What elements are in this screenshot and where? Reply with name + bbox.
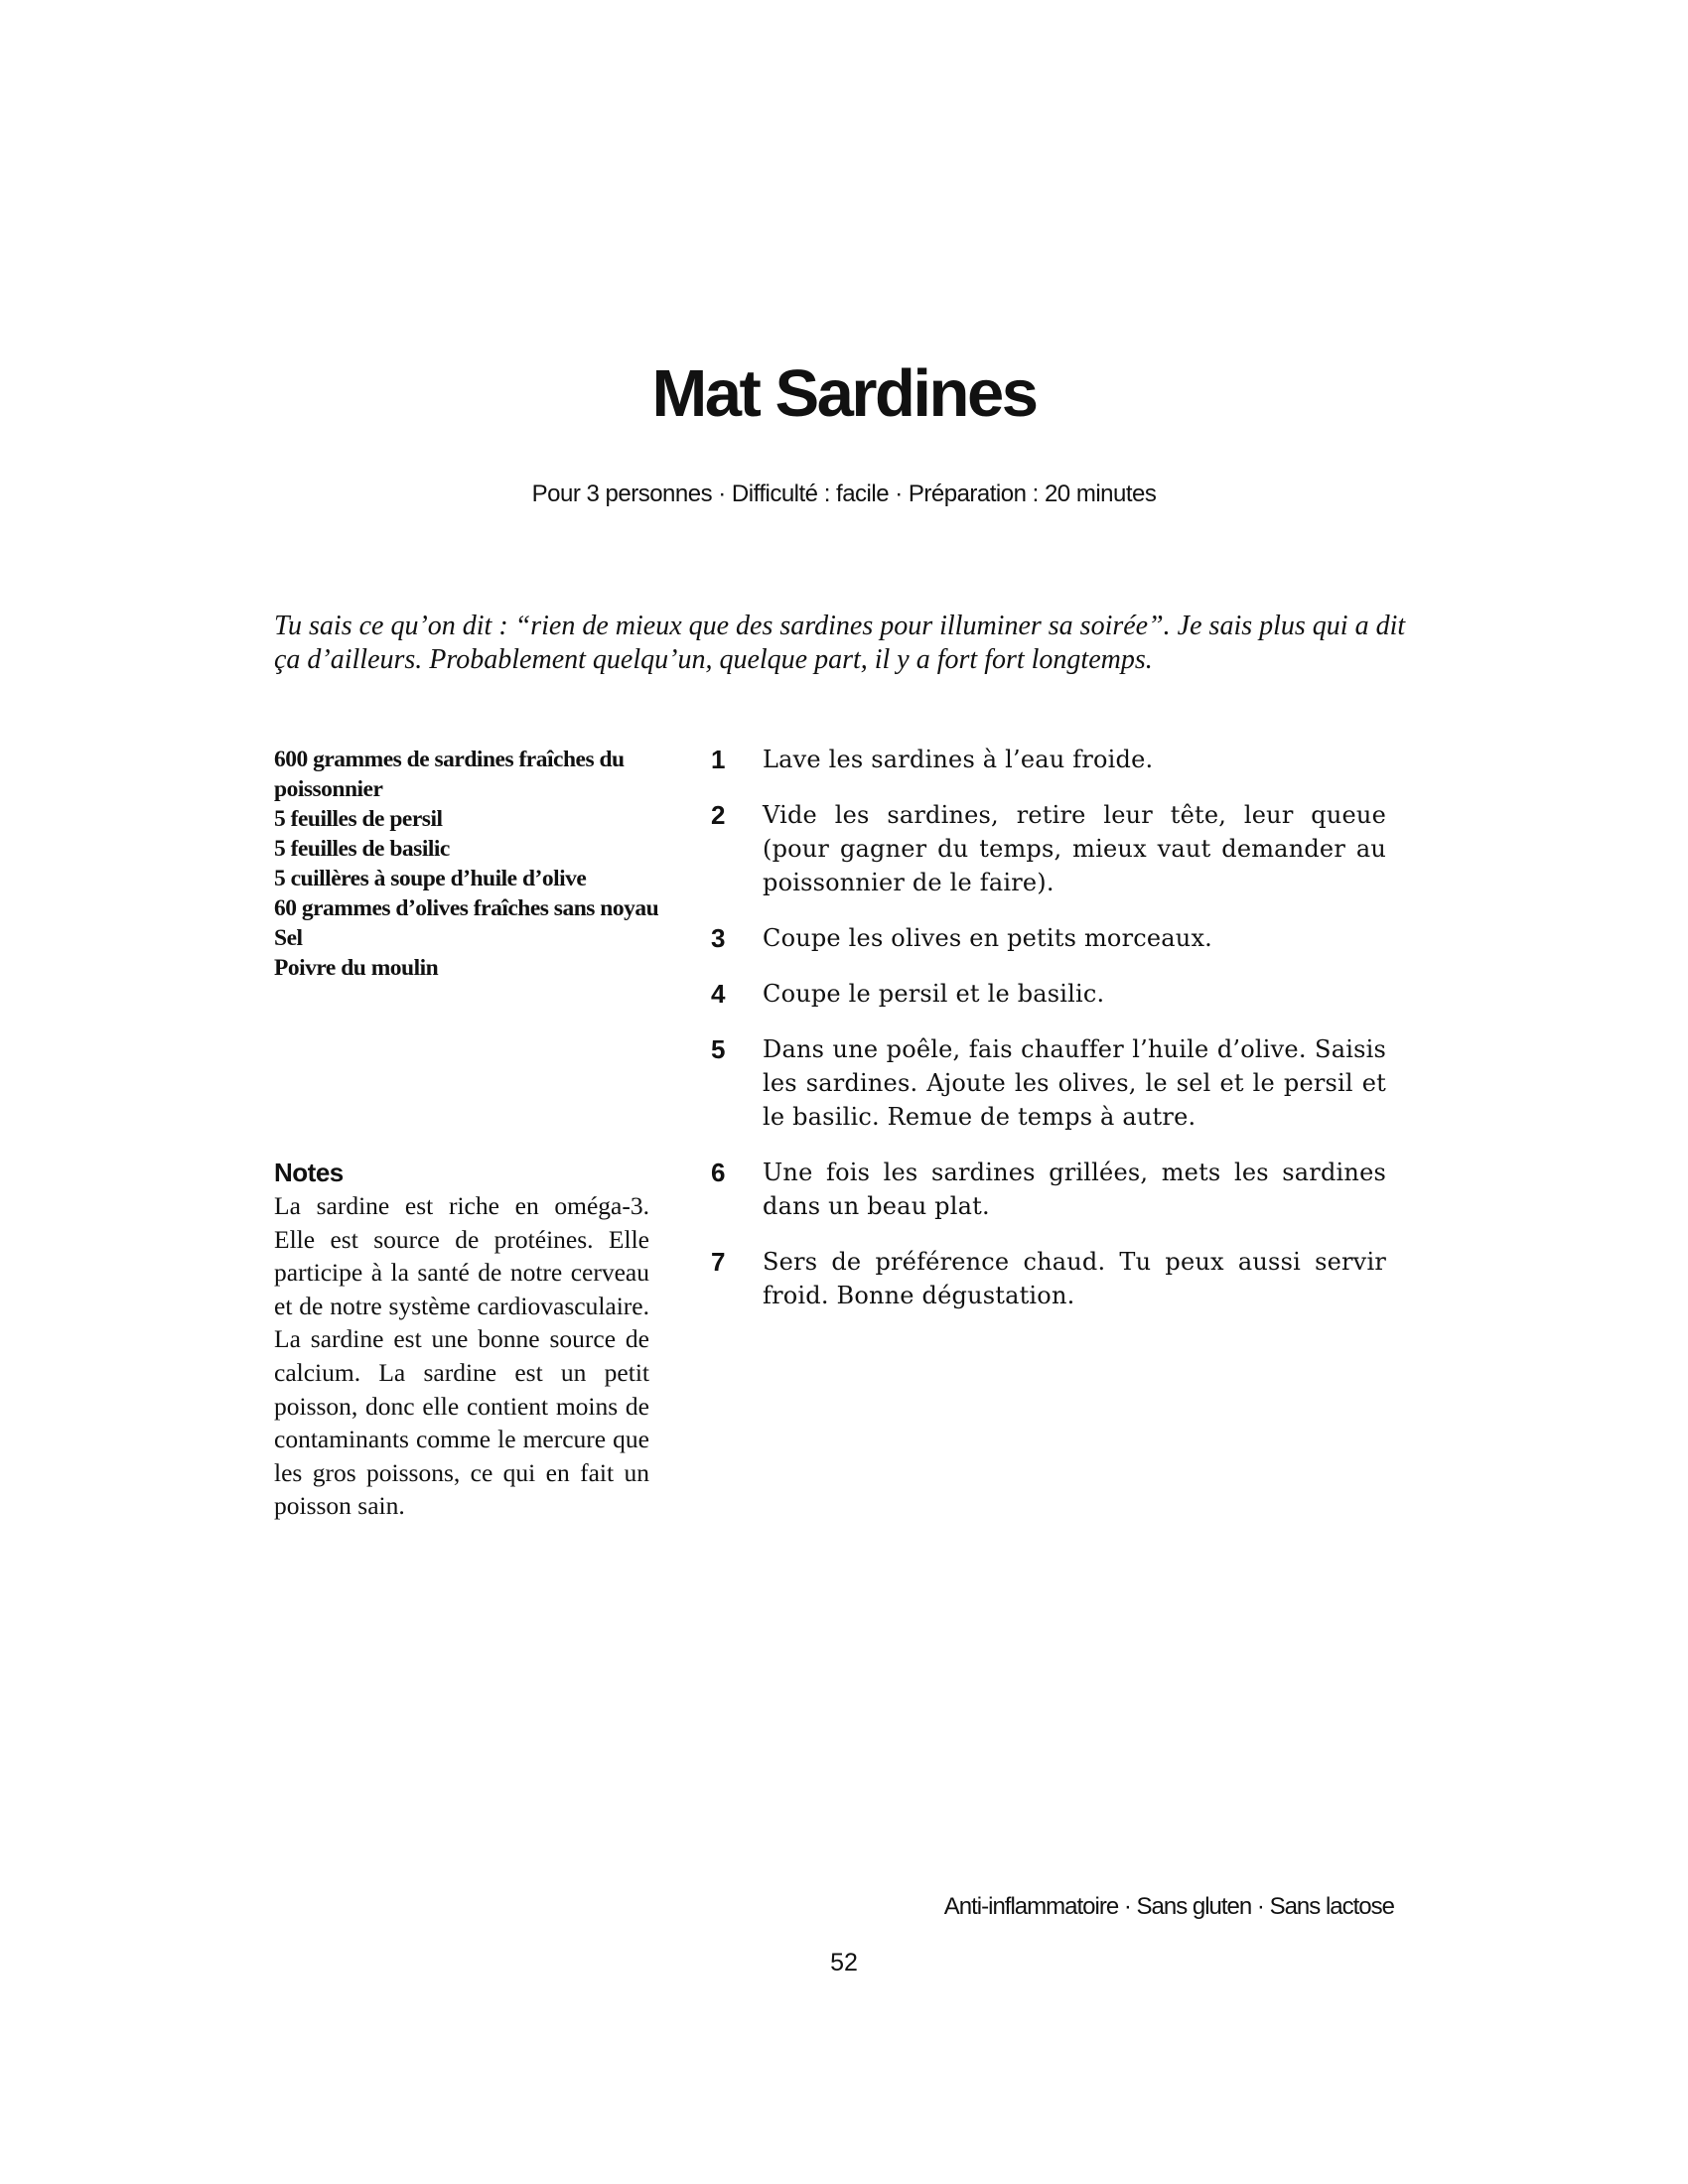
step-item: [711, 921, 1386, 955]
step-item: [711, 798, 1386, 899]
ingredient-item: Poivre du moulin: [274, 955, 439, 981]
recipe-intro: Tu sais ce qu’on dit : “rien de mieux que des sardines pour illuminer sa soirée”. Je sais plus qui a dit ça d’ailleurs. Probablement quelqu’un, quelque part, il y a fort fort longtemps.: [274, 611, 1406, 675]
notes-heading: Notes: [274, 1158, 344, 1187]
step-number: 3: [711, 923, 726, 953]
page-number: 52: [830, 1949, 858, 1977]
step-item: [711, 977, 1386, 1011]
ingredient-item: 5 feuilles de basilic: [274, 836, 450, 862]
ingredient-item: 5 feuilles de persil: [274, 806, 443, 832]
notes-text: La sardine est riche en oméga-3. Elle est source de protéines. Elle participe à la santé de notre cerveau et de notre système cardiovasculaire. La sardine est une bonne source de calcium. La sardine est un petit poisson, donc elle contient moins de contaminants comme le mercure que les gros poissons, ce qui en fait un poisson sain.: [274, 1191, 649, 1521]
step-number: 4: [711, 979, 726, 1009]
ingredient-item: 600 grammes de sardines fraîches du poissonnier: [274, 747, 625, 802]
step-number: 5: [711, 1034, 726, 1064]
step-text: Une fois les sardines grillées, mets les sardines dans un beau plat.: [763, 1159, 1386, 1220]
step-item: [711, 1245, 1386, 1312]
recipe-title: Mat Sardines: [651, 356, 1037, 431]
step-item: [711, 743, 1386, 776]
step-text: Vide les sardines, retire leur tête, leur queue (pour gagner du temps, mieux vaut demander au poissonnier de le faire).: [763, 801, 1386, 896]
recipe-meta: Pour 3 personnes · Difficulté : facile · Préparation : 20 minutes: [531, 480, 1157, 507]
step-text: Coupe le persil et le basilic.: [763, 980, 1105, 1008]
ingredient-item: 5 cuillères à soupe d’huile d’olive: [274, 866, 587, 891]
step-text: Coupe les olives en petits morceaux.: [763, 924, 1213, 952]
step-number: 7: [711, 1247, 726, 1277]
step-item: [711, 1156, 1386, 1223]
step-item: [711, 1032, 1386, 1134]
ingredient-item: Sel: [274, 925, 303, 951]
ingredient-list: [274, 745, 661, 983]
step-number: 6: [711, 1158, 726, 1187]
step-text: Sers de préférence chaud. Tu peux aussi servir froid. Bonne dégustation.: [763, 1248, 1386, 1309]
step-list: [711, 743, 1386, 1334]
step-number: 2: [711, 800, 726, 830]
step-text: Lave les sardines à l’eau froide.: [763, 746, 1154, 773]
step-number: 1: [711, 745, 726, 774]
diet-tags: Anti-inflammatoire · Sans gluten · Sans lactose: [943, 1893, 1394, 1920]
ingredient-item: 60 grammes d’olives fraîches sans noyau: [274, 895, 659, 921]
step-text: Dans une poêle, fais chauffer l’huile d’olive. Saisis les sardines. Ajoute les olives, le sel et le persil et le basilic. Remue de temps à autre.: [763, 1035, 1386, 1131]
